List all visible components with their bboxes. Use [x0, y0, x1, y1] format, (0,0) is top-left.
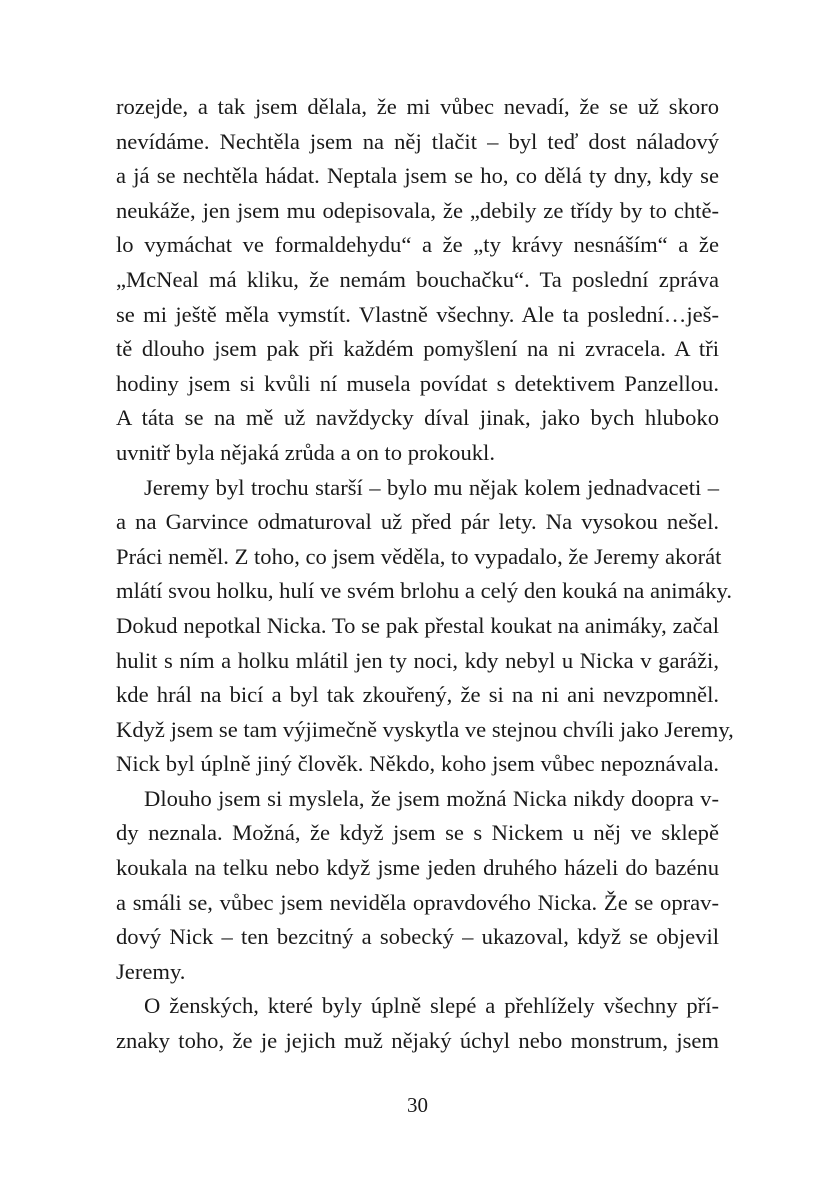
text-line: Práci neměl. Z toho, co jsem věděla, to vypadalo, že Jeremy akorát — [116, 543, 722, 569]
text-line: a na Garvince odmaturoval už před pár lety. Na vysokou nešel. — [116, 509, 719, 535]
text-line: Dlouho jsem si myslela, že jsem možná Nicka nikdy doopra v- — [144, 785, 719, 811]
text-line: znaky toho, že je jejich muž nějaký úchyl nebo monstrum, jsem — [116, 1028, 719, 1054]
text-line: Když jsem se tam výjimečně vyskytla ve stejnou chvíli jako Jeremy, — [116, 716, 734, 742]
text-line: neukáže, jen jsem mu odepisovala, že „debily ze třídy by to chtě- — [116, 197, 719, 223]
body-text — [116, 90, 734, 1059]
text-line: uvnitř byla nějaká zrůda a on to prokoukl. — [116, 439, 495, 465]
text-line: se mi ještě měla vymstít. Vlastně všechny. Ale ta poslední…ješ- — [116, 301, 719, 327]
text-line: koukala na telku nebo když jsme jeden druhého házeli do bazénu — [116, 855, 719, 881]
text-line: dový Nick – ten bezcitný a sobecký – ukazoval, když se objevil — [116, 924, 719, 950]
text-line: O ženských, které byly úplně slepé a přehlížely všechny pří- — [144, 993, 719, 1019]
text-line: Jeremy byl trochu starší – bylo mu nějak kolem jednadvaceti – — [144, 474, 719, 500]
text-line: kde hrál na bicí a byl tak zkouřený, že si na ni ani nevzpomněl. — [116, 682, 719, 708]
text-line: lo vymáchat ve formaldehydu“ a že „ty krávy nesnáším“ a že — [116, 232, 719, 258]
text-line: mlátí svou holku, hulí ve svém brlohu a celý den kouká na animáky. — [116, 578, 732, 604]
text-line: hodiny jsem si kvůli ní musela povídat s detektivem Panzellou. — [116, 370, 719, 396]
text-line: hulit s ním a holku mlátil jen ty noci, kdy nebyl u Nicka v garáži, — [116, 647, 719, 673]
text-line: A táta se na mě už navždycky díval jinak, jako bych hluboko — [116, 405, 719, 431]
text-line: dy neznala. Možná, že když jsem se s Nickem u něj ve sklepě — [116, 820, 719, 846]
text-line: a smáli se, vůbec jsem neviděla opravdového Nicka. Že se oprav- — [116, 889, 719, 915]
text-line: nevídáme. Nechtěla jsem na něj tlačit – byl teď dost náladový — [116, 128, 719, 154]
text-line: Nick byl úplně jiný člověk. Někdo, koho jsem vůbec nepoznávala. — [116, 751, 719, 777]
text-line: Dokud nepotkal Nicka. To se pak přestal koukat na animáky, začal — [116, 612, 719, 638]
text-line: a já se nechtěla hádat. Neptala jsem se ho, co dělá ty dny, kdy se — [116, 163, 719, 189]
text-line: „McNeal má kliku, že nemám bouchačku“. Ta poslední zpráva — [116, 266, 719, 292]
text-line: tě dlouho jsem pak při každém pomyšlení na ni zvracela. A tři — [116, 336, 719, 362]
page-number: 30 — [407, 1093, 428, 1117]
text-line: rozejde, a tak jsem dělala, že mi vůbec nevadí, že se už skoro — [116, 94, 719, 119]
text-line: Jeremy. — [116, 958, 186, 984]
